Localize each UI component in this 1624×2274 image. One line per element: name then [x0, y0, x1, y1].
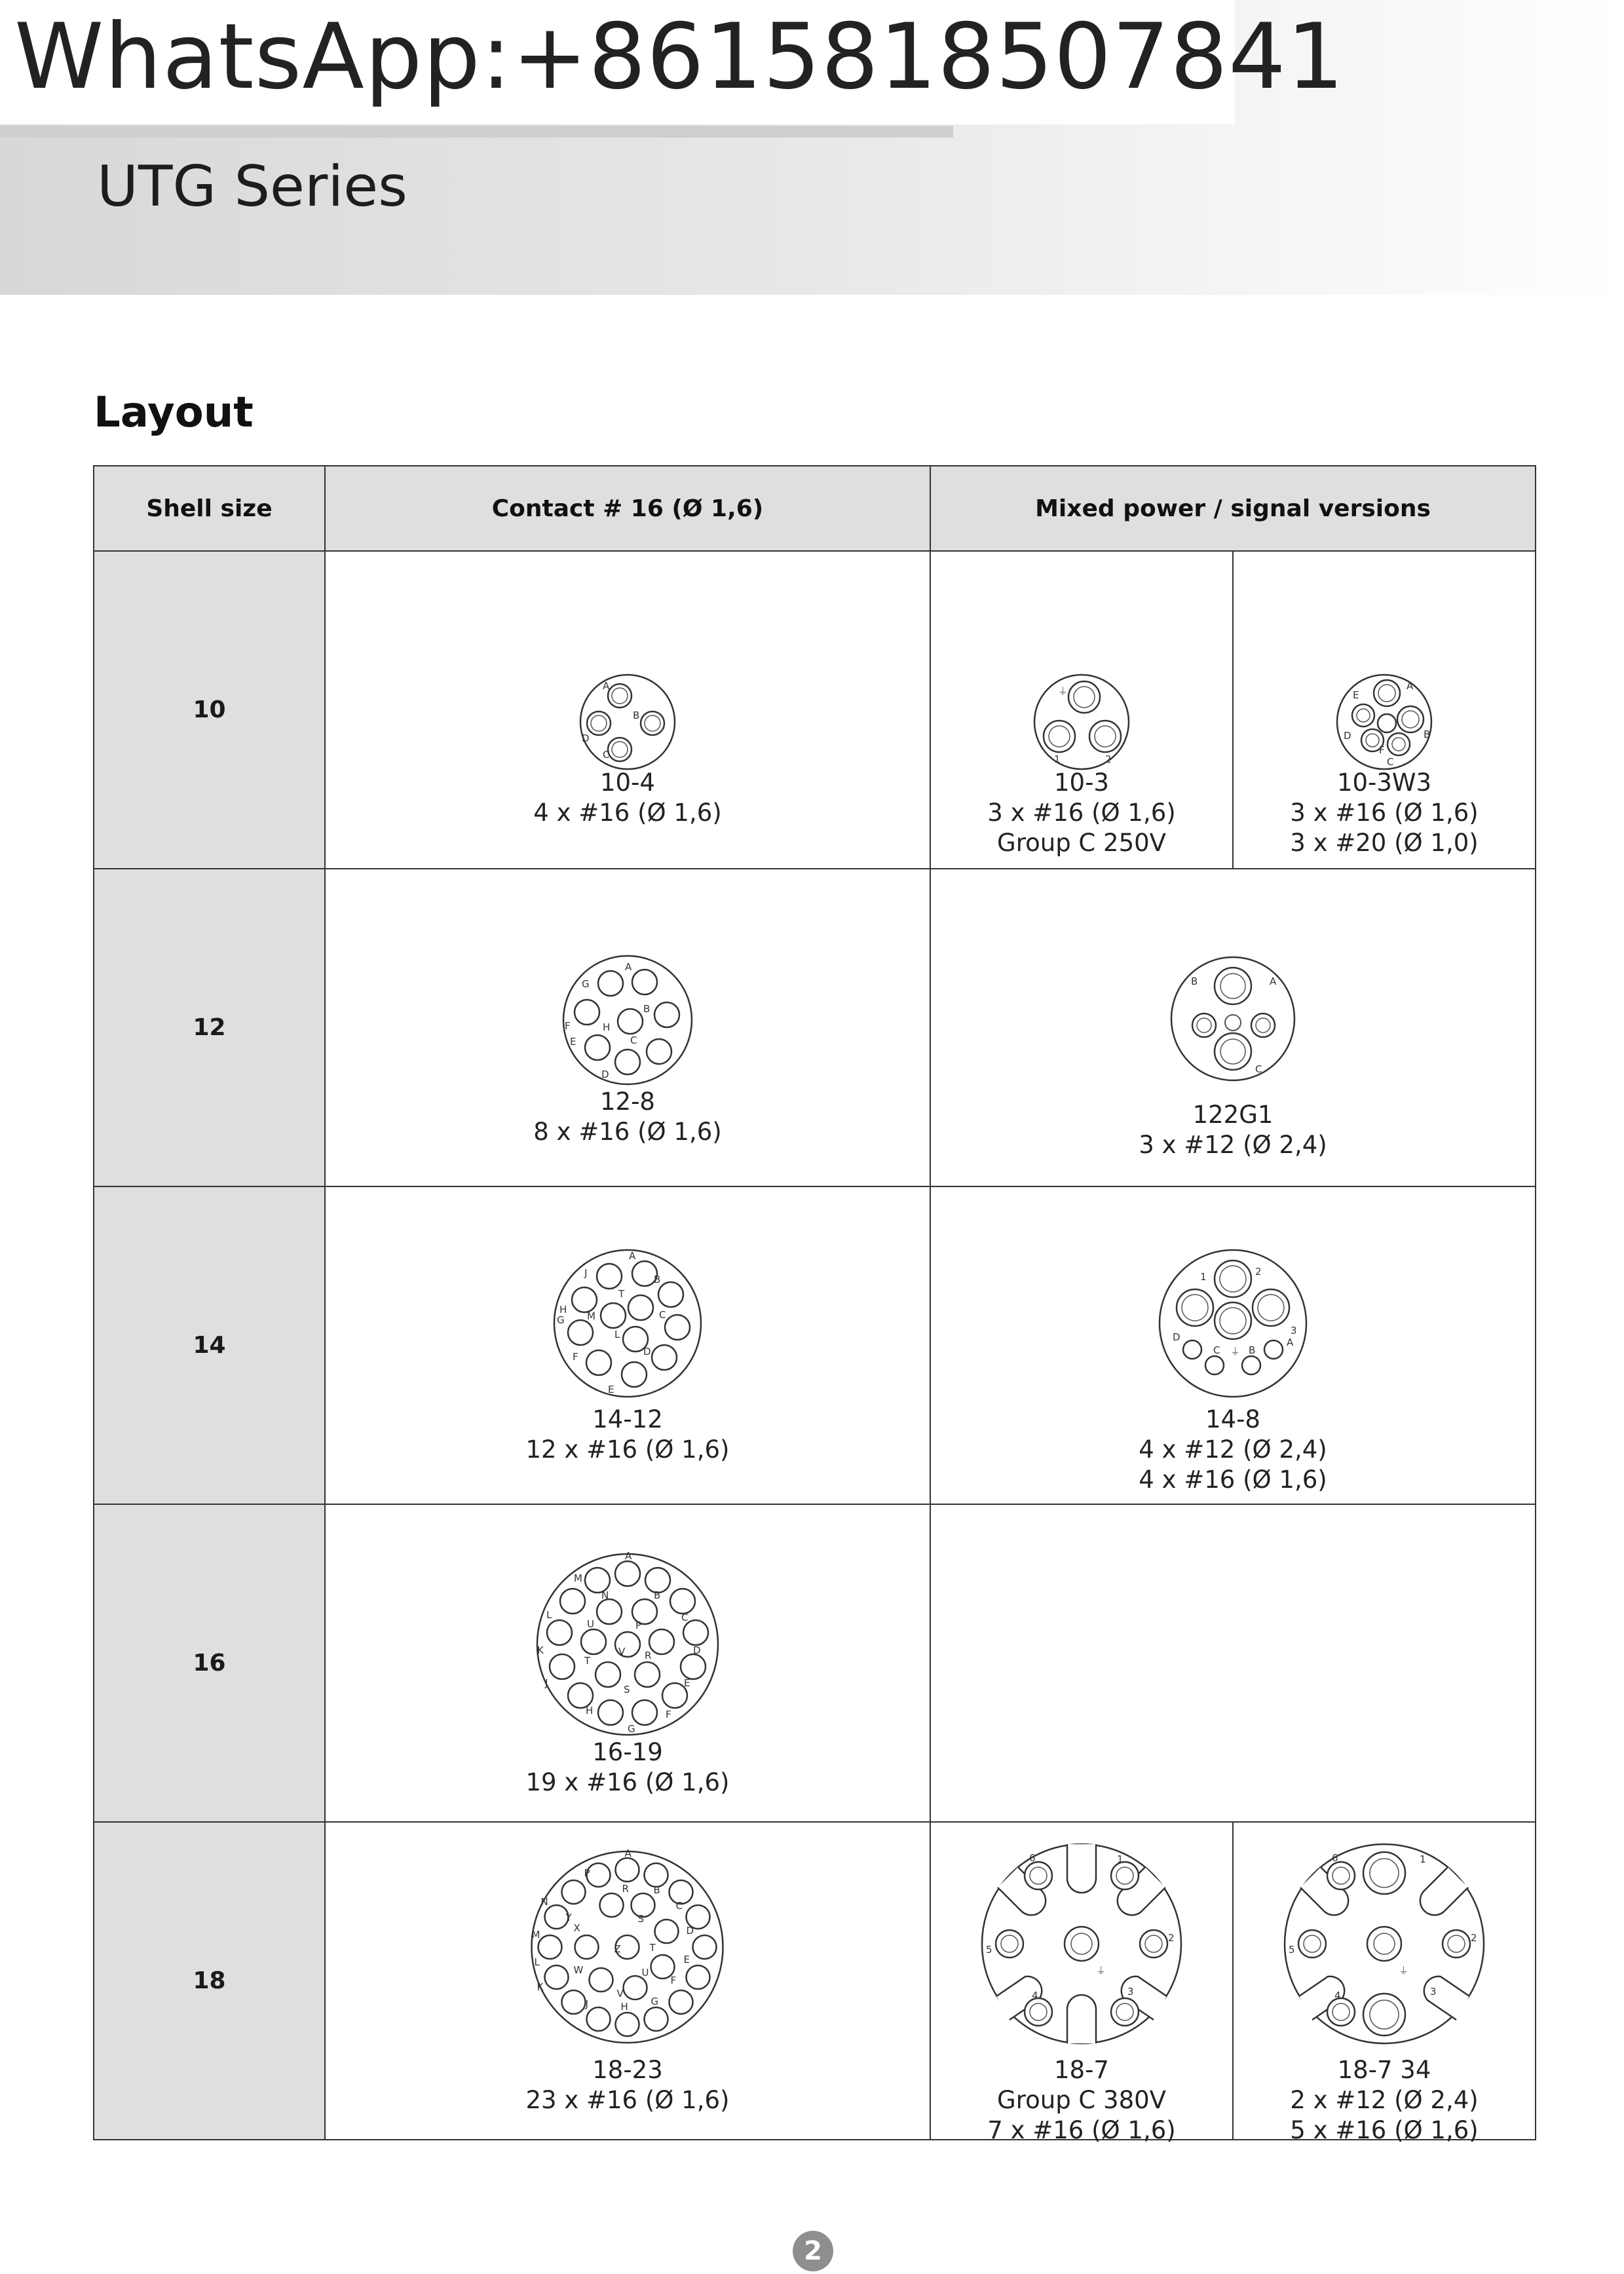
shell-size-cell: 18 [94, 1822, 325, 2140]
pin-label: A [1407, 680, 1414, 692]
pin-label: F [573, 1351, 578, 1363]
pin-label: T [649, 1942, 656, 1954]
pin-label: E [1353, 689, 1359, 701]
standard-cell [325, 1186, 930, 1504]
ground-symbol: ⏚ [1399, 1965, 1409, 1977]
pin-label: 2 [1471, 1932, 1477, 1944]
pin-label: 1 [1420, 1853, 1426, 1865]
pin-label: G [651, 1996, 659, 2007]
pin-label: 6 [1029, 1852, 1036, 1864]
connector-18-23-diagram [528, 1848, 728, 2047]
pin-label: D [686, 1925, 694, 1937]
connector-name: 16-19 [592, 1738, 663, 1766]
page-number: 2 [793, 2231, 833, 2271]
ground-symbol: ⏚ [1058, 685, 1068, 697]
pin-label: B [643, 1003, 651, 1015]
connector-18-7-diagram [977, 1839, 1186, 2049]
connector-name: 10-3 [1054, 768, 1109, 797]
connector-spec: 3 x #16 (Ø 1,6) [1290, 799, 1479, 827]
pin-label: 4 [1032, 1990, 1038, 2001]
pin-label: E [684, 1677, 690, 1689]
pin-label: K [537, 1981, 544, 1993]
pin-label: B [1424, 729, 1431, 740]
connector-spec: Group C 250V [997, 829, 1166, 857]
pin-label: F [1379, 744, 1385, 756]
pin-label: F [670, 1975, 677, 1986]
header-mixed: Mixed power / signal versions [930, 466, 1536, 551]
mixed-cell [1233, 551, 1536, 869]
connector-name: 14-8 [1205, 1405, 1260, 1433]
pin-label: S [624, 1684, 630, 1696]
table-row [94, 869, 1536, 1186]
mixed-cell [930, 869, 1536, 1186]
pin-label: 2 [1255, 1266, 1262, 1278]
pin-label: R [645, 1650, 652, 1661]
pin-label: D [643, 1346, 651, 1357]
mixed-cell [930, 1186, 1536, 1504]
shell-size-cell: 14 [94, 1186, 325, 1504]
pin-label: J [545, 1677, 548, 1689]
pin-label: H [586, 1705, 594, 1716]
ground-symbol: ⏚ [1230, 1346, 1241, 1357]
pin-label: L [614, 1329, 620, 1340]
mixed-cell-empty [930, 1504, 1536, 1822]
mixed-cell [1233, 1822, 1536, 2144]
pin-label: N [540, 1896, 548, 1908]
connector-name: 10-3W3 [1336, 768, 1432, 797]
pin-label: L [534, 1956, 540, 1968]
connector-spec: 4 x #12 (Ø 2,4) [1139, 1435, 1327, 1464]
pin-label: G [628, 1723, 635, 1735]
pin-label: C [681, 1612, 689, 1623]
pin-label: A [625, 961, 632, 973]
pin-label: F [565, 1020, 571, 1032]
connector-caption [931, 2055, 1232, 2146]
pin-label: B [653, 1884, 660, 1896]
pin-label: G [557, 1314, 565, 1326]
header-contact: Contact # 16 (Ø 1,6) [325, 466, 930, 551]
connector-caption [931, 768, 1232, 858]
connector-caption [326, 1737, 930, 1798]
pin-label: E [570, 1036, 576, 1048]
pin-label: B [654, 1274, 661, 1285]
connector-14-8-diagram [1154, 1245, 1312, 1402]
connector-spec: 5 x #16 (Ø 1,6) [1290, 2116, 1479, 2144]
pin-label: S [637, 1913, 645, 1925]
pin-label: C [1213, 1344, 1220, 1356]
layout-table [93, 465, 1536, 2144]
connector-caption [1234, 2055, 1535, 2146]
connector-caption [931, 1405, 1535, 1495]
pin-label: B [654, 1589, 661, 1601]
pin-label: G [582, 978, 590, 990]
pin-label: 3 [1127, 1986, 1134, 1998]
pin-label: W [573, 1964, 584, 1976]
connector-name: 122G1 [1192, 1101, 1274, 1129]
pin-label: C [675, 1900, 683, 1912]
pin-label: 2 [1105, 753, 1112, 765]
pin-label: A [603, 680, 610, 692]
connector-spec: 23 x #16 (Ø 1,6) [525, 2086, 730, 2114]
pin-label: D [1344, 730, 1351, 742]
pin-label: M [531, 1929, 540, 1941]
standard-cell [325, 551, 930, 869]
connector-spec: 12 x #16 (Ø 1,6) [525, 1435, 730, 1464]
pin-label: C [603, 749, 610, 761]
series-title: UTG Series [97, 154, 407, 219]
connector-caption [326, 1087, 930, 1147]
connector-caption [326, 1405, 930, 1465]
connector-spec: 3 x #20 (Ø 1,0) [1290, 829, 1479, 857]
pin-label: A [1270, 976, 1277, 987]
pin-label: M [587, 1310, 595, 1322]
connector-spec: 3 x #12 (Ø 2,4) [1139, 1131, 1327, 1159]
table-row [94, 551, 1536, 869]
connector-caption [1234, 768, 1535, 858]
pin-label: U [641, 1967, 649, 1979]
connector-10-3-diagram [1029, 670, 1134, 774]
connector-spec: 7 x #16 (Ø 1,6) [987, 2116, 1176, 2144]
connector-10-4-diagram [575, 670, 680, 774]
pin-label: E [608, 1384, 614, 1395]
pin-label: D [582, 732, 590, 744]
pin-label: B [633, 710, 640, 721]
pin-label: A [624, 1848, 632, 1859]
connector-name: 18-7 [1054, 2056, 1109, 2084]
connector-18-7-34-diagram [1279, 1839, 1489, 2049]
pin-label: 3 [1291, 1325, 1297, 1336]
pin-label: C [630, 1034, 637, 1046]
connector-caption [326, 768, 930, 828]
pin-label: C [1387, 756, 1394, 768]
pin-label: V [616, 1988, 624, 1999]
pin-label: Z [614, 1943, 621, 1955]
ground-symbol: ⏚ [1096, 1965, 1106, 1977]
pin-label: H [620, 2001, 628, 2013]
pin-label: C [659, 1309, 666, 1321]
pin-label: D [601, 1069, 609, 1080]
pin-label: 1 [1200, 1271, 1207, 1283]
table-row [94, 1186, 1536, 1504]
pin-label: A [629, 1250, 636, 1262]
pin-label: J [585, 1998, 588, 2010]
whatsapp-watermark: WhatsApp:+8615818507841 [14, 4, 1345, 109]
pin-label: N [601, 1589, 609, 1601]
pin-label: A [625, 1550, 632, 1562]
pin-label: 5 [1289, 1944, 1295, 1956]
pin-label: B [1191, 976, 1198, 987]
table-row [94, 1822, 1536, 2140]
connector-16-19-diagram [533, 1549, 723, 1739]
shell-size-cell: 10 [94, 551, 325, 869]
mixed-cell [930, 551, 1233, 869]
pin-label: V [618, 1646, 626, 1658]
connector-spec: 4 x #16 (Ø 1,6) [533, 799, 722, 827]
shell-size-cell: 12 [94, 869, 325, 1186]
pin-label: 2 [1168, 1932, 1175, 1944]
pin-label: 5 [986, 1944, 992, 1956]
header-shell-size: Shell size [94, 466, 325, 551]
connector-10-3W3-diagram [1332, 670, 1437, 774]
pin-label: E [683, 1954, 690, 1965]
pin-label: H [603, 1021, 611, 1033]
pin-label: U [587, 1618, 594, 1630]
connector-name: 12-8 [600, 1088, 655, 1116]
standard-cell [325, 1504, 930, 1822]
pin-label: 4 [1334, 1990, 1341, 2001]
table-header-row [94, 466, 1536, 551]
section-heading: Layout [94, 388, 254, 437]
connector-name: 14-12 [592, 1405, 663, 1433]
pin-label: X [573, 1922, 580, 1934]
pin-label: A [1287, 1336, 1294, 1348]
standard-cell [325, 869, 930, 1186]
pin-label: 1 [1054, 753, 1061, 765]
pin-label: L [546, 1609, 552, 1621]
header-rule [0, 126, 953, 138]
connector-spec: 19 x #16 (Ø 1,6) [525, 1768, 730, 1796]
connector-12-8-diagram [559, 951, 696, 1089]
connector-name: 18-23 [592, 2056, 663, 2084]
pin-label: H [559, 1304, 567, 1316]
pin-label: B [1249, 1344, 1256, 1356]
pin-label: Y [565, 1912, 572, 1923]
connector-name: 18-7 34 [1337, 2056, 1431, 2084]
connector-spec: 3 x #16 (Ø 1,6) [987, 799, 1176, 827]
pin-label: T [618, 1288, 625, 1300]
pin-label: T [584, 1655, 591, 1667]
shell-size-cell: 16 [94, 1504, 325, 1822]
mixed-cell [930, 1822, 1233, 2144]
connector-spec: 4 x #16 (Ø 1,6) [1139, 1466, 1327, 1494]
pin-label: F [666, 1709, 671, 1720]
pin-label: M [574, 1572, 582, 1584]
table-row [94, 1504, 1536, 1822]
watermark-box [0, 0, 1345, 124]
connector-caption [931, 1100, 1535, 1160]
connector-spec: 8 x #16 (Ø 1,6) [533, 1118, 722, 1146]
pin-label: 6 [1332, 1852, 1338, 1864]
pin-label: J [584, 1267, 588, 1279]
pin-label: P [584, 1867, 590, 1879]
pin-label: 3 [1430, 1986, 1437, 1998]
standard-cell [325, 1822, 930, 2140]
pin-label: R [622, 1883, 629, 1895]
connector-spec: 2 x #12 (Ø 2,4) [1290, 2086, 1479, 2114]
connector-14-12-diagram [549, 1245, 706, 1402]
connector-caption [326, 2055, 930, 2115]
pin-label: P [635, 1620, 642, 1631]
connector-122G1-diagram [1167, 953, 1298, 1084]
pin-label: K [537, 1644, 544, 1656]
pin-label: D [693, 1644, 701, 1656]
pin-label: D [1173, 1331, 1180, 1343]
connector-spec: Group C 380V [997, 2086, 1166, 2114]
connector-name: 10-4 [600, 768, 655, 797]
pin-label: 1 [1117, 1853, 1124, 1865]
pin-label: C [1255, 1063, 1262, 1075]
